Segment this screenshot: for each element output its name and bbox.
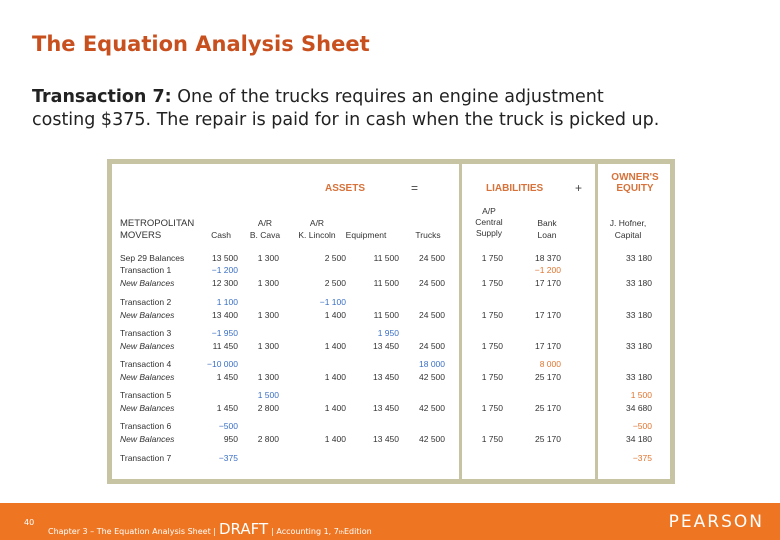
table-cell: 1 400 [324,403,346,413]
table-cell: 33 180 [626,341,652,351]
table-cell: 33 180 [626,310,652,320]
page-number: 40 [24,518,35,527]
table-cell: 17 170 [535,341,561,351]
footer-edition-suffix: Edition [343,527,372,536]
equation-analysis-sheet [107,159,675,484]
table-cell: 1 400 [324,310,346,320]
table-cell: 25 170 [535,434,561,444]
table-cell: 25 170 [535,403,561,413]
company-name-line2: MOVERS [120,230,162,241]
table-cell: 11 500 [373,253,399,263]
table-cell: 1 300 [257,372,279,382]
row-label: Transaction 2 [120,297,172,307]
table-cell: 24 500 [419,341,445,351]
column-header-1-line2: B. Cava [249,230,281,240]
equity-header-line2: EQUITY [616,183,654,194]
table-cell: 13 500 [212,253,238,263]
table-cell: 1 750 [481,434,503,444]
liabilities-header: LIABILITIES [486,183,544,194]
table-cell: 11 450 [212,341,238,351]
table-cell: 2 500 [324,278,346,288]
column-header-5-line2: Supply [476,228,502,238]
table-cell: 1 750 [481,278,503,288]
table-cell: −1 950 [211,328,238,338]
table-cell: 8 000 [539,359,561,369]
sheet-body [112,164,670,479]
table-cell: 24 500 [419,310,445,320]
column-header-6-line2: Loan [537,230,557,240]
row-label: Transaction 5 [120,390,172,400]
table-cell: 1 400 [324,341,346,351]
table-cell: 2 500 [324,253,346,263]
table-cell: −1 100 [319,297,346,307]
table-cell: 1 750 [481,253,503,263]
sheet-divider-liabilities [595,164,598,479]
table-cell: 17 170 [535,278,561,288]
column-header-0-line2: Cash [211,230,231,240]
table-cell: 1 300 [257,310,279,320]
row-label: Transaction 4 [120,359,172,369]
table-cell: 1 750 [481,341,503,351]
transaction-label: Transaction 7: [32,87,172,107]
table-cell: 12 300 [212,278,238,288]
assets-header: ASSETS [325,183,366,194]
table-cell: 1 950 [377,328,399,338]
transaction-text-line2: costing $375. The repair is paid for in cash when the truck is picked up. [32,110,660,130]
column-header-5-line1b: Central [475,217,503,227]
row-label: New Balances [120,341,175,351]
page-title: The Equation Analysis Sheet [32,32,370,56]
table-cell: 1 750 [481,403,503,413]
equity-header-line1: OWNER'S [611,172,659,183]
row-label: Transaction 7 [120,453,172,463]
table-cell: 24 500 [419,278,445,288]
transaction-text-line1: One of the trucks requires an engine adjustment [177,87,604,107]
table-cell: −500 [218,421,238,431]
table-cell: 42 500 [419,372,445,382]
table-cell: 11 500 [373,278,399,288]
table-cell: 13 450 [373,372,399,382]
company-name-line1: METROPOLITAN [120,218,195,229]
table-cell: 1 450 [216,372,238,382]
table-cell: 950 [223,434,238,444]
table-cell: 1 300 [257,253,279,263]
footer-bar [0,503,780,540]
table-cell: 13 450 [373,341,399,351]
column-header-7-line1: J. Hofner, [609,218,647,228]
row-label: Transaction 6 [120,421,172,431]
table-cell: 1 500 [257,390,279,400]
column-header-4-line2: Trucks [415,230,441,240]
table-cell: 1 750 [481,372,503,382]
row-label: New Balances [120,403,175,413]
table-cell: 1 300 [257,341,279,351]
table-cell: −1 200 [211,265,238,275]
row-label: New Balances [120,310,175,320]
row-label: New Balances [120,372,175,382]
column-header-2-line1: A/R [309,218,325,228]
column-header-3-line2: Equipment [345,230,387,240]
footer-edition-sup: th [338,530,344,536]
row-label: New Balances [120,434,175,444]
table-cell: 1 300 [257,278,279,288]
table-cell: 2 800 [257,403,279,413]
footer-chapter: Chapter 3 – The Equation Analysis Sheet | [48,527,216,536]
column-header-1-line1: A/R [257,218,273,228]
table-cell: 25 170 [535,372,561,382]
table-cell: 2 800 [257,434,279,444]
table-cell: 1 500 [630,390,652,400]
table-cell: 13 400 [212,310,238,320]
plus-sign: + [575,181,583,195]
table-cell: −10 000 [207,359,238,369]
footer-edition: | Accounting 1, 7 [271,527,339,536]
table-cell: 1 100 [216,297,238,307]
pearson-logo: PEARSON [668,512,764,532]
row-label: Sep 29 Balances [120,253,185,263]
equity-header [601,172,669,194]
transaction-description [32,86,772,132]
table-cell: 18 000 [419,359,445,369]
table-cell: 42 500 [419,403,445,413]
column-header-5-line1: A/P [482,206,496,216]
table-cell: 1 400 [324,372,346,382]
table-cell: 18 370 [535,253,561,263]
table-cell: 33 180 [626,278,652,288]
table-cell: 33 180 [626,372,652,382]
equals-sign: = [411,181,419,195]
table-cell: 1 400 [324,434,346,444]
table-cell: 1 750 [481,310,503,320]
row-label: Transaction 1 [120,265,172,275]
table-cell: 13 450 [373,434,399,444]
table-cell: −375 [218,453,238,463]
table-cell: 33 180 [626,253,652,263]
footer-caption [48,520,372,538]
table-cell: −500 [632,421,652,431]
table-cell: −375 [632,453,652,463]
table-cell: 34 180 [626,434,652,444]
row-label: Transaction 3 [120,328,172,338]
table-cell: 13 450 [373,403,399,413]
table-cell: −1 200 [534,265,561,275]
column-header-7-line2: Capital [614,230,642,240]
footer-draft: DRAFT [218,520,269,538]
column-header-2-line2: K. Lincoln [298,230,336,240]
table-cell: 34 680 [626,403,652,413]
table-cell: 17 170 [535,310,561,320]
table-cell: 42 500 [419,434,445,444]
row-label: New Balances [120,278,175,288]
table-cell: 1 450 [216,403,238,413]
table-cell: 24 500 [419,253,445,263]
column-header-6-line1: Bank [537,218,557,228]
table-cell: 11 500 [373,310,399,320]
